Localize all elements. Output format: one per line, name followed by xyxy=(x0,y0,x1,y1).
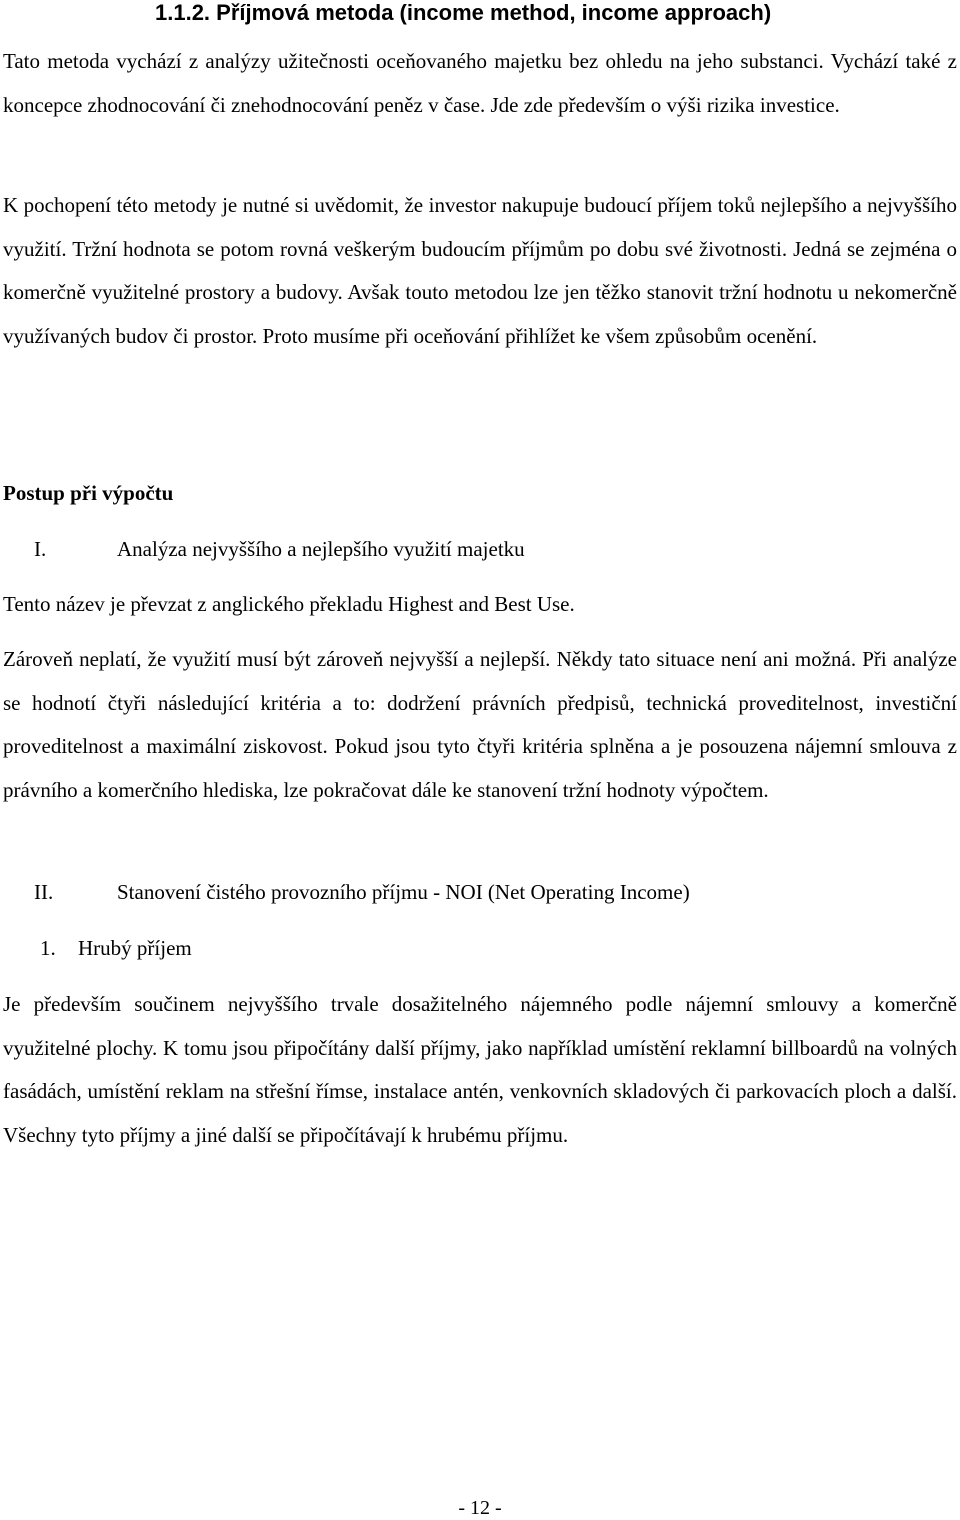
procedure-heading: Postup při výpočtu xyxy=(3,481,174,505)
substep-1-number: 1. xyxy=(40,936,56,960)
paragraph-intro: Tato metoda vychází z analýzy užitečnosti oceňovaného majetku bez ohledu na jeho substanci. Vychází také z koncepce zhodnocování či znehodnocování peněz v čase. Jde zde především o výši rizika investice. xyxy=(3,49,957,117)
step-2-text: Stanovení čistého provozního příjmu - NOI (Net Operating Income) xyxy=(117,880,690,904)
section-heading: 1.1.2. Příjmová metoda (income method, income approach) xyxy=(155,0,772,25)
step-1-number: I. xyxy=(34,537,47,561)
paragraph-criteria: Zároveň neplatí, že využití musí být zároveň nejvyšší a nejlepší. Někdy tato situace není ani možná. Při analýze se hodnotí čtyři následující kritéria a to: dodržení právních předpisů, technická proveditelnost, investiční proveditelnost a maximální ziskovost. Pokud jsou tyto čtyři kritéria splněna a je posouzena nájemní smlouva z právního a komerčního hlediska, lze pokračovat dále ke stanovení tržní hodnoty výpočtem. xyxy=(3,647,957,802)
substep-1-text: Hrubý příjem xyxy=(78,936,192,960)
step-1-note: Tento název je převzat z anglického překladu Highest and Best Use. xyxy=(3,592,575,616)
paragraph-explanation: K pochopení této metody je nutné si uvědomit, že investor nakupuje budoucí příjem toků nejlepšího a nejvyššího využití. Tržní hodnota se potom rovná veškerým budoucím příjmům po dobu své životnosti. Jedná se zejména o komerčně využitelné prostory a budovy. Avšak touto metodou lze jen těžko stanovit tržní hodnotu u nekomerčně využívaných budov či prostor. Proto musíme při oceňování přihlížet ke všem způsobům ocenění. xyxy=(3,193,957,348)
paragraph-gross-income: Je především součinem nejvyššího trvale dosažitelného nájemného podle nájemní smlouvy a komerčně využitelné plochy. K tomu jsou připočítány další příjmy, jako například umístění reklamní billboardů na volných fasádách, umístění reklam na střešní římse, instalace antén, venkovních skladových či parkovacích ploch a další. Všechny tyto příjmy a jiné další se připočítávají k hrubému příjmu. xyxy=(3,992,957,1147)
step-2-number: II. xyxy=(34,880,54,904)
step-1-text: Analýza nejvyššího a nejlepšího využití majetku xyxy=(117,537,525,561)
page-number: - 12 - xyxy=(458,1497,502,1519)
